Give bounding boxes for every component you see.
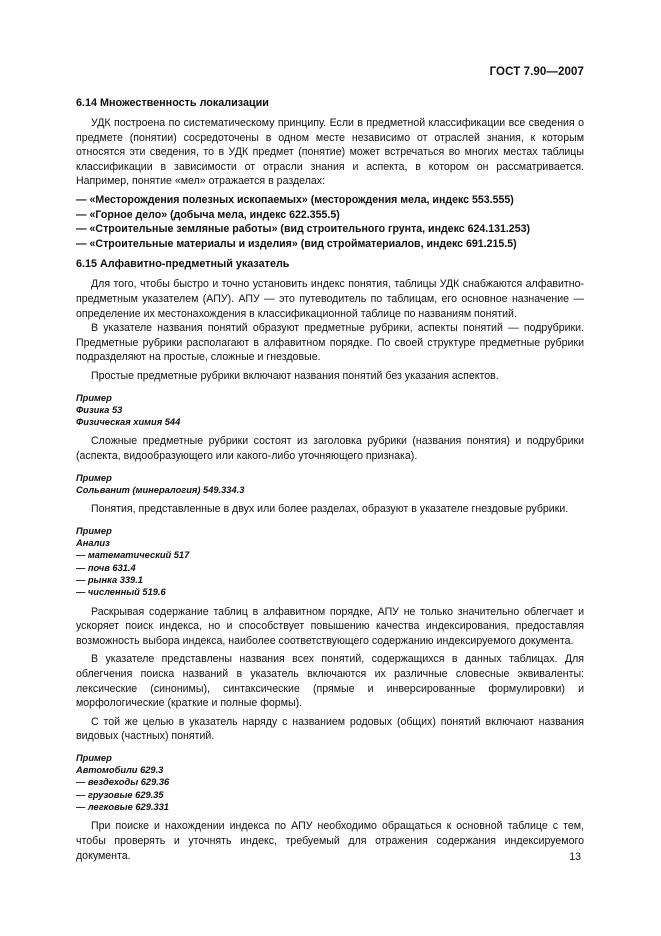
paragraph: Понятия, представленные в двух или более разделах, образуют в указателе гнездовые рубрики. <box>91 503 569 516</box>
list-item: — «Горное дело» (добыча мела, индекс 622.355.5) <box>76 208 340 221</box>
example-line: Физическая химия 544 <box>76 417 181 428</box>
paragraph: Простые предметные рубрики включают названия понятий без указания аспектов. <box>91 369 499 382</box>
standard-header: ГОСТ 7.90—2007 <box>489 66 584 78</box>
example-line: Сольванит (минералогия) 549.334.3 <box>76 484 245 495</box>
paragraph: При поиске и нахождении индекса по АПУ необходимо обращаться к основной таблице с тем, чтобы проверять и уточнять индекс, требуемый для отражения содержания индексируемого документа. <box>76 820 584 862</box>
example-line: Пример <box>76 392 112 403</box>
example-line: Пример <box>76 525 112 536</box>
example-line: — численный 519.6 <box>76 587 166 598</box>
list-item: — «Месторождения полезных ископаемых» (месторождения мела, индекс 553.555) <box>76 193 514 206</box>
example-block-1 <box>76 392 584 429</box>
section-6-14-heading: 6.14 Множественность локализации <box>76 97 269 109</box>
paragraph: Сложные предметные рубрики состоят из заголовка рубрики (названия понятия) и подрубрики (аспекта, видообразующего или какого-либо уточняющего признака). <box>76 435 584 462</box>
list-item: — «Строительные материалы и изделия» (вид стройматериалов, индекс 691.215.5) <box>76 237 517 250</box>
example-line: — рынка 339.1 <box>76 574 143 585</box>
paragraph: С той же целью в указатель наряду с названием родовых (общих) понятий включают названия видовых (частных) понятий. <box>76 715 584 743</box>
example-line: Пример <box>76 472 112 483</box>
example-line: — вездеходы 629.36 <box>76 777 170 788</box>
section-6-15-heading: 6.15 Алфавитно-предметный указатель <box>76 258 290 271</box>
example-line: Автомобили 629.3 <box>76 765 164 776</box>
example-line: — грузовые 629.35 <box>76 789 164 800</box>
paragraph: Для того, чтобы быстро и точно установить индекс понятия, таблицы УДК снабжаются алфавитно-предметным указателем (АПУ). АПУ — это путеводитель по таблицам, его основное назначение — определение их местонахождения в классификационной таблице по названиям понятий. <box>76 278 584 320</box>
paragraph: В указателе названия понятий образуют предметные рубрики, аспекты понятий — подрубрики. Предметные рубрики располагают в алфавитном порядке. По своей структуре предметные рубрики подразделяют на простые, сложные и гнездовые. <box>76 322 584 364</box>
example-line: Физика 53 <box>76 404 123 415</box>
section-6-14-paragraph: УДК построена по систематическому принципу. Если в предметной классификации все сведения о предмете (понятии) сосредоточены в одном месте независимо от отраслей знания, к которым относятся эти сведения, то в УДК предмет (понятие) может встречаться во многих местах таблицы классификации в зависимости от отрасли знания и аспекта, в котором он рассматривается. Например, понятие «мел» отражается в разделах: <box>76 117 584 188</box>
example-line: Анализ <box>76 538 110 549</box>
paragraph: В указателе представлены названия всех понятий, содержащихся в данных таблицах. Для облегчения поиска названий в указатель включаются их различные словесные эквиваленты: лексические (синонимы), синтаксические (прямые и инверсированные формулировки) и морфологические (краткие и полные формы). <box>76 653 584 710</box>
example-block-3 <box>76 525 584 599</box>
list-item: — «Строительные земляные работы» (вид строительного грунта, индекс 624.131.253) <box>76 223 531 236</box>
paragraph: Раскрывая содержание таблиц в алфавитном порядке, АПУ не только значительно облегчает и ускоряет поиск индекса, но и способствует повышению качества индексирования, предоставляя возможность выбора индекса, наиболее соответствующего содержанию индексируемого документа. <box>76 605 584 647</box>
example-block-2 <box>76 472 584 497</box>
example-line: Пример <box>76 752 112 763</box>
example-line: — легковые 629.331 <box>76 802 169 813</box>
section-6-14-list <box>76 193 584 251</box>
page-number: 13 <box>569 851 581 863</box>
example-line: — почв 631.4 <box>76 562 136 573</box>
example-block-4 <box>76 752 584 813</box>
example-line: — математический 517 <box>76 550 190 561</box>
page-content <box>76 96 584 863</box>
